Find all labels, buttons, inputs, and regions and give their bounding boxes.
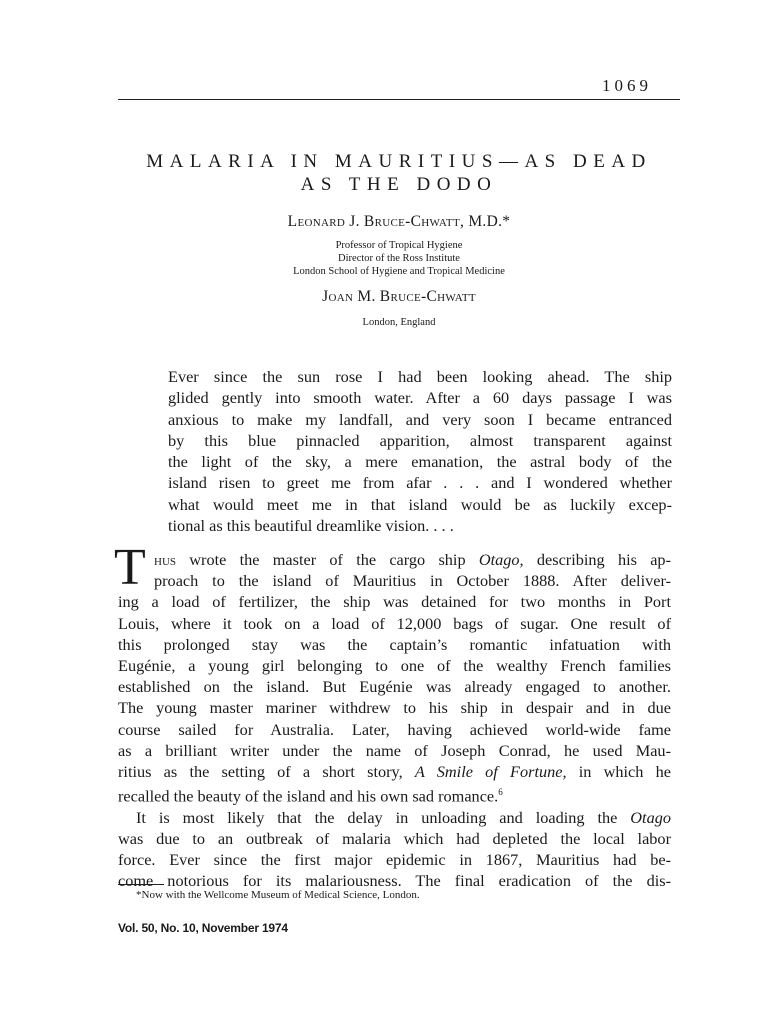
epigraph xyxy=(168,366,672,536)
title-line-2: AS THE DODO xyxy=(300,174,498,195)
text-run: wrote the master of the cargo ship xyxy=(176,550,479,569)
author-name-2: Joan M. Bruce-Chwatt xyxy=(322,288,476,305)
body-line: The young master mariner withdrew to his ship in despair and in due xyxy=(118,698,671,718)
epigraph-line: the light of the sky, a mere emanation, the astral body of the xyxy=(168,452,672,472)
epigraph-line: tional as this beautiful dreamlike vision. . . . xyxy=(168,516,454,536)
text-run: in which he xyxy=(566,762,672,782)
body-line: established on the island. But Eugénie was already engaged to another. xyxy=(118,677,671,697)
body-line: ing a load of fertilizer, the ship was detained for two months in Port xyxy=(118,592,671,612)
epigraph-line: Ever since the sun rose I had been looking ahead. The ship xyxy=(168,367,672,386)
ship-name: Otago xyxy=(630,807,671,827)
body-line xyxy=(118,782,671,807)
reference-marker: 6 xyxy=(498,787,503,798)
epigraph-line: what would meet me in that island would be as luckily excep- xyxy=(168,494,672,514)
body-line: this prolonged stay was the captain’s romantic infatuation with xyxy=(118,634,671,654)
affiliation-line: London, England xyxy=(362,317,436,328)
affiliation-line: Professor of Tropical Hygiene xyxy=(335,240,463,251)
body-line: proach to the island of Mauritius in October 1888. After deliver- xyxy=(154,571,671,591)
epigraph-line: glided gently into smooth water. After a 60 days passage I was xyxy=(168,388,672,408)
footnote-rule xyxy=(118,884,164,885)
text-run: ritius as the setting of a short story, xyxy=(118,762,415,782)
body-line xyxy=(118,807,671,828)
small-caps-word: hus xyxy=(154,550,177,569)
body-line: course sailed for Australia. Later, having achieved world-wide fame xyxy=(118,719,671,739)
footnote: *Now with the Wellcome Museum of Medical Science, London. xyxy=(136,889,420,901)
body-line: Eugénie, a young girl belonging to one of the wealthy French families xyxy=(118,656,671,676)
body-line: was due to an outbreak of malaria which had depleted the local labor xyxy=(118,829,671,849)
epigraph-line: island risen to greet me from afar . . . and I wondered whether xyxy=(168,473,672,493)
affiliation-line: Director of the Ross Institute xyxy=(338,253,460,264)
author-affiliation-1 xyxy=(118,239,680,278)
page-number: 1069 xyxy=(602,76,652,95)
story-title: A Smile of Fortune, xyxy=(414,762,567,782)
author-affiliation-2 xyxy=(118,316,680,329)
title-line-1: MALARIA IN MAURITIUS—AS DEAD xyxy=(146,151,652,172)
body-line xyxy=(118,761,671,782)
header-rule xyxy=(118,99,680,100)
drop-cap: T xyxy=(114,539,146,596)
body-line: come notorious for its malariousness. The final eradication of the dis- xyxy=(118,871,671,891)
body-line: as a brilliant writer under the name of Joseph Conrad, he used Mau- xyxy=(118,740,671,760)
body-text xyxy=(118,549,671,892)
text-run: recalled the beauty of the island and his own sad romance. xyxy=(118,786,499,806)
epigraph-line: anxious to make my landfall, and very soon I became entranced xyxy=(168,409,672,429)
body-line: Louis, where it took on a load of 12,000 bags of sugar. One result of xyxy=(118,613,671,633)
affiliation-line: London School of Hygiene and Tropical Medicine xyxy=(293,266,505,277)
article-title xyxy=(118,150,680,196)
author-name-1: Leonard J. Bruce-Chwatt, M.D.* xyxy=(287,213,511,230)
body-line: force. Ever since the first major epidemic in 1867, Mauritius had be- xyxy=(118,850,671,870)
ship-name: Otago, xyxy=(478,550,524,569)
text-run: It is most likely that the delay in unloading and loading the xyxy=(136,807,631,827)
text-run: describing his ap- xyxy=(523,550,671,569)
journal-citation: Vol. 50, No. 10, November 1974 xyxy=(118,921,288,935)
body-line xyxy=(118,549,671,570)
epigraph-line: by this blue pinnacled apparition, almost transparent against xyxy=(168,430,672,450)
